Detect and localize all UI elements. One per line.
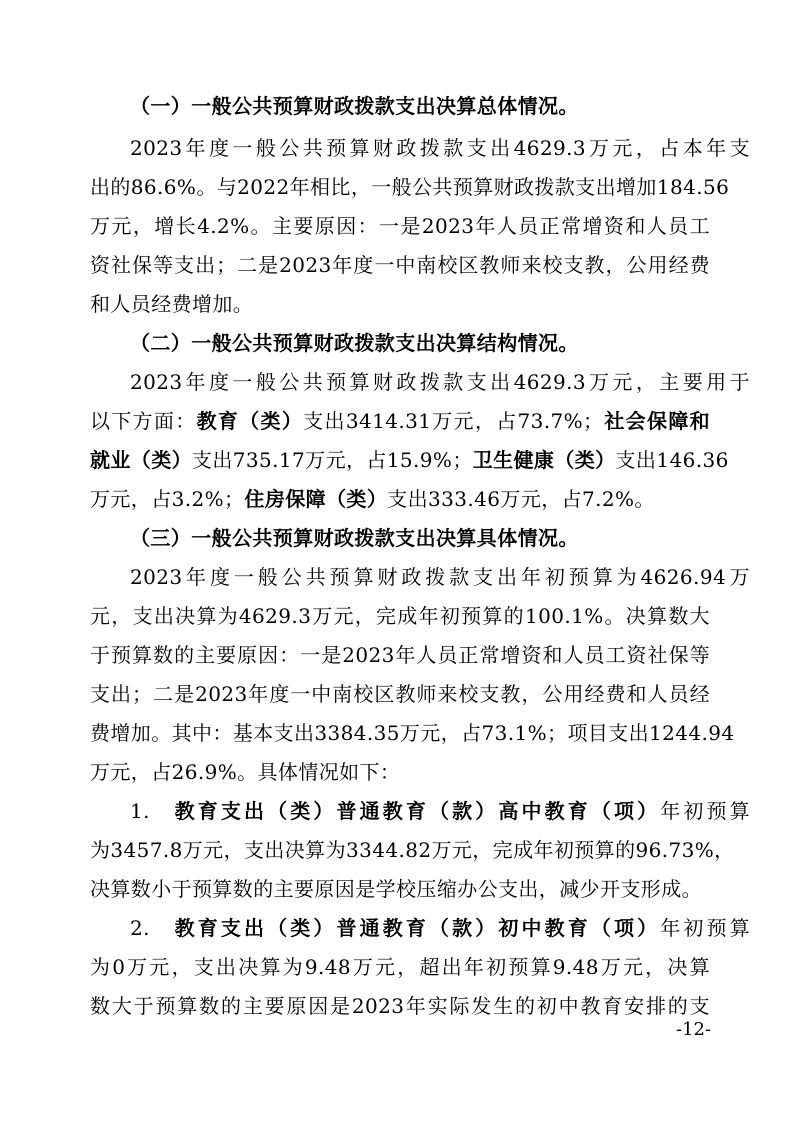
paragraph-line: 2023年度一般公共预算财政拨款支出年初预算为4626.94万 [130,565,750,589]
section-2-heading: （二）一般公共预算财政拨款支出决算结构情况。 [130,331,579,355]
section-3-heading: （三）一般公共预算财政拨款支出决算具体情况。 [130,526,579,550]
text-run: 万元，占3.2%； [90,487,245,511]
item-1-line [90,797,750,825]
category-label: 卫生健康（类） [472,448,616,472]
paragraph-line: 决算数小于预算数的主要原因是学校压缩办公支出，减少开支形成。 [90,877,702,901]
page-number: -12- [676,1019,712,1040]
paragraph-line [90,407,710,435]
paragraph-line: 数大于预算数的主要原因是2023年实际发生的初中教育安排的支 [90,994,710,1018]
category-label: 就业（类） [90,448,192,472]
text-run: 支出3414.31万元，占73.7%； [303,409,604,433]
category-label: 住房保障（类） [244,487,388,511]
paragraph-line: 为3457.8万元，支出决算为3344.82万元，完成年初预算的96.73%， [90,838,735,862]
section-1-heading: （一）一般公共预算财政拨款支出决算总体情况。 [130,94,579,118]
category-label: 社会保障和 [603,409,711,433]
item-number: 1. [130,799,150,823]
item-number: 2. [130,916,150,940]
paragraph-line: 2023年度一般公共预算财政拨款支出4629.3万元，主要用于 [130,370,750,394]
paragraph-line [90,446,729,474]
text-run: 支出333.46万元，占7.2%。 [387,487,655,511]
paragraph-line: 支出；二是2023年度一中南校区教师来校支教，公用经费和人员经 [90,682,710,706]
text-run: 支出735.17万元，占15.9%； [192,448,473,472]
item-title: 教育支出（类）普通教育（款）高中教育（项） [171,799,661,823]
text-run: 年初预算 [660,916,750,940]
paragraph-line: 费增加。其中：基本支出3384.35万元，占73.1%；项目支出1244.94 [90,721,735,745]
paragraph-line: 出的86.6%。与2022年相比，一般公共预算财政拨款支出增加184.56 [90,175,730,199]
category-label: 教育（类） [196,409,304,433]
text-run: 年初预算 [660,799,750,823]
paragraph-line [90,485,710,513]
item-2-line [90,914,750,942]
item-title: 教育支出（类）普通教育（款）初中教育（项） [171,916,661,940]
paragraph-line: 和人员经费增加。 [90,292,254,316]
text-run: 以下方面： [90,409,197,433]
text-run: 支出146.36 [615,448,729,472]
paragraph-line: 2023年度一般公共预算财政拨款支出4629.3万元，占本年支 [130,136,750,160]
paragraph-line: 资社保等支出；二是2023年度一中南校区教师来校支教，公用经费 [90,253,710,277]
paragraph-line: 于预算数的主要原因：一是2023年人员正常增资和人员工资社保等 [90,643,710,667]
paragraph-line: 万元，占26.9%。具体情况如下： [90,760,401,784]
paragraph-line: 万元，增长4.2%。主要原因：一是2023年人员正常增资和人员工 [90,214,710,238]
paragraph-line: 元，支出决算为4629.3万元，完成年初预算的100.1%。决算数大 [90,604,710,628]
paragraph-line: 为0万元，支出决算为9.48万元，超出年初预算9.48万元，决算 [90,955,710,979]
